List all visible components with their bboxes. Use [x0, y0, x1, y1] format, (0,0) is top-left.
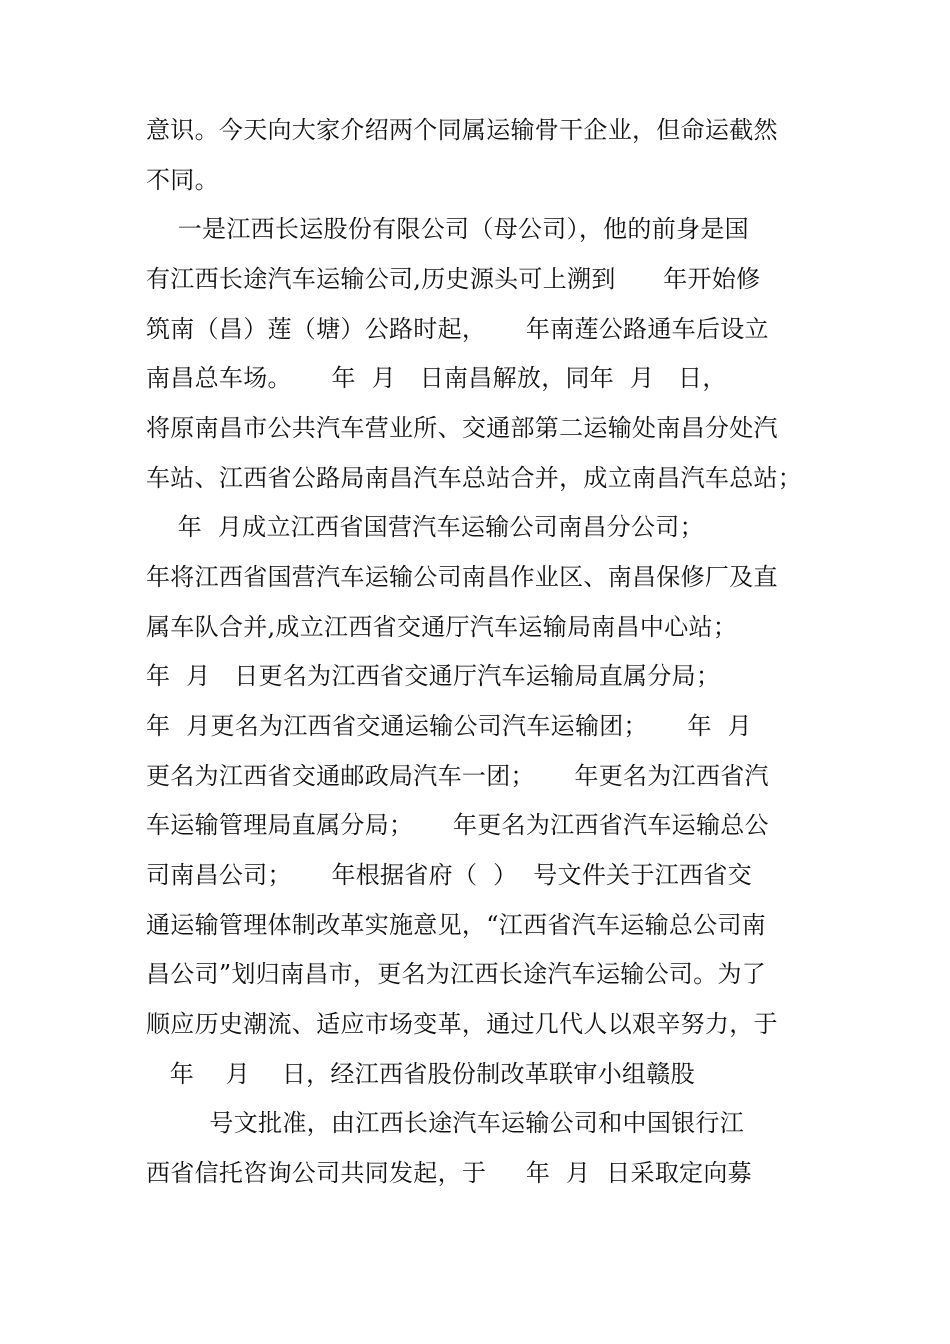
text-line: 一是江西长运股份有限公司（母公司），他的前身是国 [146, 215, 749, 243]
text-line: 筑南（昌）莲（塘）公路时起， 年南莲公路通车后设立 [146, 315, 769, 343]
text-line: 有江西长途汽车运输公司,历史源头可上溯到 年开始修 [146, 265, 761, 293]
text-line: 年 月 日更名为江西省交通厅汽车运输局直属分局； [146, 662, 721, 690]
text-line: 昌公司”划归南昌市，更名为江西长途汽车运输公司。为了 [146, 960, 767, 988]
text-line: 将原南昌市公共汽车营业所、交通部第二运输处南昌分处汽 [146, 414, 778, 442]
text-line: 年 月 日，经江西省股份制改革联审小组赣股 [146, 1060, 695, 1088]
text-line: 年 月成立江西省国营汽车运输公司南昌分公司； [146, 513, 704, 541]
text-line: 号文批准，由江西长途汽车运输公司和中国银行江 [146, 1109, 745, 1137]
text-line: 年将江西省国营汽车运输公司南昌作业区、南昌保修厂及直 [146, 563, 778, 591]
text-line: 司南昌公司； 年根据省府（ ） 号文件关于江西省交 [146, 861, 752, 889]
text-line: 顺应历史潮流、适应市场变革，通过几代人以艰辛努力，于 [146, 1010, 778, 1038]
text-line: 西省信托咨询公司共同发起，于 年 月 日采取定向募 [146, 1159, 752, 1187]
text-line: 意识。今天向大家介绍两个同属运输骨干企业，但命运截然 [146, 116, 778, 144]
text-line: 通运输管理体制改革实施意见，“江西省汽车运输总公司南 [146, 911, 767, 939]
text-line: 不同。 [146, 166, 219, 194]
text-line: 属车队合并,成立江西省交通厅汽车运输局南昌中心站； [146, 613, 738, 641]
text-line: 南昌总车场。 年 月 日南昌解放，同年 月 日， [146, 364, 727, 392]
text-line: 车站、江西省公路局南昌汽车总站合并，成立南昌汽车总站； [146, 464, 803, 492]
text-line: 车运输管理局直属分局； 年更名为江西省汽车运输总公 [146, 811, 769, 839]
text-line: 年 月更名为江西省交通运输公司汽车运输团； 年 月 [146, 712, 752, 740]
text-line: 更名为江西省交通邮政局汽车一团； 年更名为江西省汽 [146, 762, 769, 790]
